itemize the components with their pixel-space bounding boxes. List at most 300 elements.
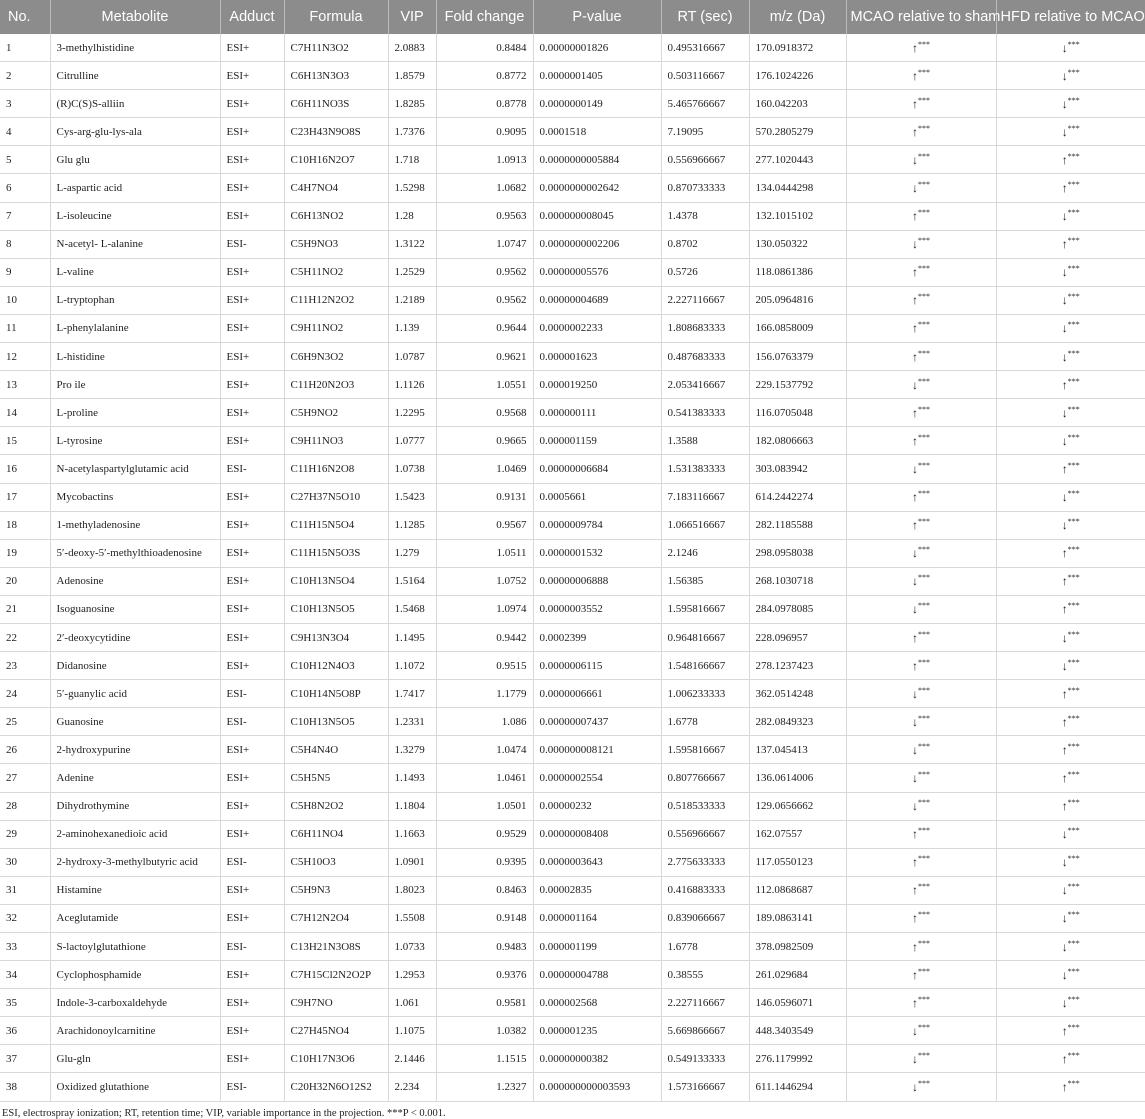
cell-mcao-vs-sham	[846, 876, 996, 904]
table-row	[0, 1017, 1145, 1045]
cell-rt: 1.56385	[661, 567, 749, 595]
cell-vip: 1.3279	[388, 736, 436, 764]
direction-arrow: ↑	[1061, 181, 1068, 196]
cell-rt: 0.503116667	[661, 62, 749, 90]
significance-mark: ***	[1067, 545, 1080, 555]
significance-mark: ***	[1067, 685, 1080, 695]
significance-mark: ***	[918, 292, 930, 302]
cell-p-value: 0.0001518	[533, 118, 661, 146]
cell-p-value: 0.00000005576	[533, 258, 661, 286]
cell-fold-change: 0.9644	[436, 314, 533, 342]
cell-p-value: 0.0000009784	[533, 511, 661, 539]
cell-mz: 378.0982509	[749, 933, 846, 961]
cell-hfd-vs-mcao	[996, 904, 1145, 932]
cell-vip: 2.0883	[388, 34, 436, 62]
cell-adduct: ESI+	[220, 34, 284, 62]
significance-mark: ***	[918, 573, 930, 583]
cell-formula: C10H17N3O6	[284, 1045, 388, 1073]
cell-mz: 284.0978085	[749, 595, 846, 623]
cell-rt: 1.573166667	[661, 1073, 749, 1101]
cell-hfd-vs-mcao	[996, 286, 1145, 314]
direction-arrow: ↑	[912, 349, 918, 364]
cell-hfd-vs-mcao	[996, 1073, 1145, 1101]
cell-p-value: 0.00000004689	[533, 286, 661, 314]
cell-no: 5	[0, 146, 50, 174]
cell-mcao-vs-sham	[846, 202, 996, 230]
table-row	[0, 314, 1145, 342]
cell-adduct: ESI+	[220, 118, 284, 146]
cell-metabolite: L-proline	[50, 399, 220, 427]
cell-hfd-vs-mcao	[996, 736, 1145, 764]
cell-mcao-vs-sham	[846, 146, 996, 174]
cell-mz: 228.096957	[749, 623, 846, 651]
cell-no: 27	[0, 764, 50, 792]
cell-hfd-vs-mcao	[996, 483, 1145, 511]
cell-metabolite: Arachidonoylcarnitine	[50, 1017, 220, 1045]
cell-fold-change: 1.1515	[436, 1045, 533, 1073]
cell-vip: 1.1285	[388, 511, 436, 539]
cell-rt: 0.556966667	[661, 146, 749, 174]
cell-formula: C10H13N5O4	[284, 567, 388, 595]
significance-mark: ***	[1067, 769, 1080, 779]
cell-no: 29	[0, 820, 50, 848]
significance-mark: ***	[918, 404, 930, 414]
cell-rt: 1.548166667	[661, 652, 749, 680]
direction-arrow: ↓	[1061, 827, 1068, 842]
cell-mz: 298.0958038	[749, 539, 846, 567]
cell-p-value: 0.0000006661	[533, 680, 661, 708]
cell-adduct: ESI+	[220, 1045, 284, 1073]
cell-rt: 7.183116667	[661, 483, 749, 511]
cell-mz: 570.2805279	[749, 118, 846, 146]
cell-metabolite: Cys-arg-glu-lys-ala	[50, 118, 220, 146]
cell-mz: 170.0918372	[749, 34, 846, 62]
table-row	[0, 118, 1145, 146]
direction-arrow: ↑	[912, 293, 918, 308]
cell-rt: 0.518533333	[661, 792, 749, 820]
cell-mcao-vs-sham	[846, 933, 996, 961]
cell-formula: C27H45NO4	[284, 1017, 388, 1045]
cell-rt: 0.416883333	[661, 876, 749, 904]
significance-mark: ***	[1067, 966, 1080, 976]
cell-metabolite: L-tyrosine	[50, 427, 220, 455]
cell-vip: 1.7376	[388, 118, 436, 146]
significance-mark: ***	[918, 741, 930, 751]
direction-arrow: ↓	[1061, 967, 1068, 982]
direction-arrow: ↓	[1061, 995, 1068, 1010]
cell-metabolite: Cyclophosphamide	[50, 961, 220, 989]
cell-vip: 1.8285	[388, 90, 436, 118]
cell-p-value: 0.0000000149	[533, 90, 661, 118]
cell-rt: 1.4378	[661, 202, 749, 230]
cell-formula: C5H4N4O	[284, 736, 388, 764]
cell-metabolite: Aceglutamide	[50, 904, 220, 932]
cell-formula: C23H43N9O8S	[284, 118, 388, 146]
cell-hfd-vs-mcao	[996, 258, 1145, 286]
cell-formula: C6H13N3O3	[284, 62, 388, 90]
cell-no: 24	[0, 680, 50, 708]
cell-fold-change: 0.9621	[436, 343, 533, 371]
cell-metabolite: L-valine	[50, 258, 220, 286]
cell-metabolite: L-aspartic acid	[50, 174, 220, 202]
cell-no: 18	[0, 511, 50, 539]
table-row	[0, 820, 1145, 848]
cell-metabolite: N-acetyl- L-alanine	[50, 230, 220, 258]
cell-rt: 5.669866667	[661, 1017, 749, 1045]
header-rt: RT (sec)	[661, 0, 749, 34]
header-hfd-vs-mcao: HFD relative to MCAO	[996, 0, 1145, 34]
cell-rt: 2.1246	[661, 539, 749, 567]
significance-mark: ***	[918, 67, 930, 77]
significance-mark: ***	[1067, 517, 1080, 527]
cell-formula: C5H5N5	[284, 764, 388, 792]
cell-fold-change: 1.0747	[436, 230, 533, 258]
cell-adduct: ESI-	[220, 848, 284, 876]
cell-no: 12	[0, 343, 50, 371]
table-row	[0, 258, 1145, 286]
significance-mark: ***	[918, 910, 930, 920]
cell-metabolite: L-phenylalanine	[50, 314, 220, 342]
cell-p-value: 0.0002399	[533, 623, 661, 651]
cell-metabolite: L-isoleucine	[50, 202, 220, 230]
direction-arrow: ↓	[1061, 939, 1068, 954]
direction-arrow: ↑	[1061, 1023, 1068, 1038]
cell-mcao-vs-sham	[846, 736, 996, 764]
table-row	[0, 904, 1145, 932]
cell-formula: C6H9N3O2	[284, 343, 388, 371]
cell-no: 14	[0, 399, 50, 427]
cell-adduct: ESI-	[220, 1073, 284, 1101]
cell-no: 30	[0, 848, 50, 876]
cell-mcao-vs-sham	[846, 427, 996, 455]
cell-rt: 0.807766667	[661, 764, 749, 792]
cell-p-value: 0.0000000002642	[533, 174, 661, 202]
cell-adduct: ESI+	[220, 792, 284, 820]
cell-formula: C10H14N5O8P	[284, 680, 388, 708]
significance-mark: ***	[1067, 1022, 1080, 1032]
cell-hfd-vs-mcao	[996, 511, 1145, 539]
cell-adduct: ESI+	[220, 1017, 284, 1045]
cell-adduct: ESI+	[220, 286, 284, 314]
cell-formula: C5H9NO2	[284, 399, 388, 427]
cell-hfd-vs-mcao	[996, 90, 1145, 118]
cell-metabolite: Glu glu	[50, 146, 220, 174]
significance-mark: ***	[1067, 236, 1080, 246]
cell-adduct: ESI-	[220, 230, 284, 258]
significance-mark: ***	[1067, 826, 1080, 836]
table-row	[0, 961, 1145, 989]
cell-vip: 1.1126	[388, 371, 436, 399]
cell-fold-change: 1.0551	[436, 371, 533, 399]
cell-p-value: 0.0000002233	[533, 314, 661, 342]
cell-metabolite: 5′-guanylic acid	[50, 680, 220, 708]
table-row	[0, 174, 1145, 202]
cell-mcao-vs-sham	[846, 399, 996, 427]
direction-arrow: ↓	[912, 1080, 918, 1095]
cell-hfd-vs-mcao	[996, 202, 1145, 230]
cell-mcao-vs-sham	[846, 1017, 996, 1045]
cell-rt: 1.006233333	[661, 680, 749, 708]
direction-arrow: ↓	[1061, 490, 1068, 505]
significance-mark: ***	[918, 1079, 930, 1089]
cell-formula: C11H16N2O8	[284, 455, 388, 483]
cell-mz: 136.0614006	[749, 764, 846, 792]
cell-no: 23	[0, 652, 50, 680]
significance-mark: ***	[1067, 208, 1080, 218]
cell-fold-change: 0.8778	[436, 90, 533, 118]
cell-fold-change: 0.9483	[436, 933, 533, 961]
direction-arrow: ↑	[912, 96, 918, 111]
header-mcao-vs-sham: MCAO relative to sham	[846, 0, 996, 34]
cell-hfd-vs-mcao	[996, 314, 1145, 342]
cell-hfd-vs-mcao	[996, 792, 1145, 820]
direction-arrow: ↑	[1061, 461, 1068, 476]
cell-hfd-vs-mcao	[996, 455, 1145, 483]
direction-arrow: ↑	[912, 68, 918, 83]
cell-adduct: ESI+	[220, 904, 284, 932]
direction-arrow: ↓	[1061, 855, 1068, 870]
cell-mz: 614.2442274	[749, 483, 846, 511]
cell-mcao-vs-sham	[846, 567, 996, 595]
cell-fold-change: 0.9581	[436, 989, 533, 1017]
cell-vip: 1.0738	[388, 455, 436, 483]
cell-fold-change: 0.8484	[436, 34, 533, 62]
cell-vip: 1.5423	[388, 483, 436, 511]
cell-p-value: 0.00000232	[533, 792, 661, 820]
cell-fold-change: 0.9395	[436, 848, 533, 876]
cell-metabolite: S-lactoylglutathione	[50, 933, 220, 961]
cell-mcao-vs-sham	[846, 483, 996, 511]
direction-arrow: ↓	[1061, 658, 1068, 673]
direction-arrow: ↓	[1061, 518, 1068, 533]
direction-arrow: ↓	[912, 574, 918, 589]
cell-mz: 162.07557	[749, 820, 846, 848]
significance-mark: ***	[1067, 741, 1080, 751]
direction-arrow: ↑	[1061, 714, 1068, 729]
cell-formula: C9H11NO3	[284, 427, 388, 455]
direction-arrow: ↓	[912, 602, 918, 617]
cell-p-value: 0.00002835	[533, 876, 661, 904]
significance-mark: ***	[918, 798, 930, 808]
cell-mcao-vs-sham	[846, 371, 996, 399]
cell-metabolite: Guanosine	[50, 708, 220, 736]
cell-hfd-vs-mcao	[996, 146, 1145, 174]
cell-mz: 112.0868687	[749, 876, 846, 904]
table-row	[0, 933, 1145, 961]
direction-arrow: ↓	[1061, 405, 1068, 420]
cell-fold-change: 1.2327	[436, 1073, 533, 1101]
direction-arrow: ↑	[912, 855, 918, 870]
cell-mz: 117.0550123	[749, 848, 846, 876]
cell-p-value: 0.000001164	[533, 904, 661, 932]
cell-fold-change: 0.8772	[436, 62, 533, 90]
cell-adduct: ESI-	[220, 455, 284, 483]
cell-no: 22	[0, 623, 50, 651]
significance-mark: ***	[1067, 292, 1080, 302]
direction-arrow: ↑	[912, 658, 918, 673]
cell-p-value: 0.000001235	[533, 1017, 661, 1045]
significance-mark: ***	[1067, 151, 1080, 161]
significance-mark: ***	[918, 545, 930, 555]
cell-mz: 182.0806663	[749, 427, 846, 455]
significance-mark: ***	[1067, 404, 1080, 414]
cell-no: 20	[0, 567, 50, 595]
cell-hfd-vs-mcao	[996, 118, 1145, 146]
direction-arrow: ↑	[1061, 742, 1068, 757]
table-row	[0, 343, 1145, 371]
significance-mark: ***	[918, 208, 930, 218]
direction-arrow: ↓	[912, 742, 918, 757]
cell-formula: C10H13N5O5	[284, 595, 388, 623]
direction-arrow: ↓	[1061, 68, 1068, 83]
cell-vip: 1.139	[388, 314, 436, 342]
cell-adduct: ESI+	[220, 511, 284, 539]
significance-mark: ***	[1067, 376, 1080, 386]
cell-formula: C5H8N2O2	[284, 792, 388, 820]
cell-hfd-vs-mcao	[996, 174, 1145, 202]
cell-vip: 1.5468	[388, 595, 436, 623]
cell-p-value: 0.000000000003593	[533, 1073, 661, 1101]
table-row	[0, 989, 1145, 1017]
cell-formula: C27H37N5O10	[284, 483, 388, 511]
cell-adduct: ESI+	[220, 174, 284, 202]
cell-metabolite: Didanosine	[50, 652, 220, 680]
significance-mark: ***	[1067, 994, 1080, 1004]
cell-formula: C6H11NO4	[284, 820, 388, 848]
cell-fold-change: 1.0752	[436, 567, 533, 595]
cell-no: 38	[0, 1073, 50, 1101]
cell-mcao-vs-sham	[846, 652, 996, 680]
cell-fold-change: 1.0461	[436, 764, 533, 792]
cell-fold-change: 1.0382	[436, 1017, 533, 1045]
table-row	[0, 455, 1145, 483]
table-row	[0, 1073, 1145, 1101]
cell-formula: C9H7NO	[284, 989, 388, 1017]
cell-vip: 1.061	[388, 989, 436, 1017]
cell-formula: C20H32N6O12S2	[284, 1073, 388, 1101]
cell-no: 11	[0, 314, 50, 342]
cell-rt: 0.487683333	[661, 343, 749, 371]
cell-rt: 1.3588	[661, 427, 749, 455]
cell-mcao-vs-sham	[846, 455, 996, 483]
cell-metabolite: Isoguanosine	[50, 595, 220, 623]
cell-hfd-vs-mcao	[996, 427, 1145, 455]
cell-p-value: 0.0000001405	[533, 62, 661, 90]
significance-mark: ***	[918, 994, 930, 1004]
cell-fold-change: 0.9562	[436, 258, 533, 286]
cell-vip: 1.2295	[388, 399, 436, 427]
table-row	[0, 652, 1145, 680]
cell-adduct: ESI+	[220, 567, 284, 595]
cell-hfd-vs-mcao	[996, 989, 1145, 1017]
direction-arrow: ↓	[912, 377, 918, 392]
significance-mark: ***	[918, 882, 930, 892]
cell-metabolite: Mycobactins	[50, 483, 220, 511]
cell-adduct: ESI+	[220, 764, 284, 792]
significance-mark: ***	[1067, 432, 1080, 442]
cell-p-value: 0.000002568	[533, 989, 661, 1017]
cell-rt: 0.38555	[661, 961, 749, 989]
cell-mz: 146.0596071	[749, 989, 846, 1017]
cell-mcao-vs-sham	[846, 511, 996, 539]
table-row	[0, 511, 1145, 539]
direction-arrow: ↑	[1061, 377, 1068, 392]
cell-p-value: 0.000019250	[533, 371, 661, 399]
cell-vip: 1.7417	[388, 680, 436, 708]
cell-fold-change: 0.9562	[436, 286, 533, 314]
cell-no: 16	[0, 455, 50, 483]
cell-p-value: 0.0000006115	[533, 652, 661, 680]
direction-arrow: ↓	[912, 237, 918, 252]
cell-fold-change: 0.9148	[436, 904, 533, 932]
cell-mz: 277.1020443	[749, 146, 846, 174]
cell-vip: 1.8023	[388, 876, 436, 904]
cell-mz: 278.1237423	[749, 652, 846, 680]
direction-arrow: ↓	[912, 1023, 918, 1038]
header-vip: VIP	[388, 0, 436, 34]
direction-arrow: ↑	[1061, 686, 1068, 701]
cell-mz: 166.0858009	[749, 314, 846, 342]
cell-rt: 0.870733333	[661, 174, 749, 202]
cell-hfd-vs-mcao	[996, 399, 1145, 427]
cell-no: 1	[0, 34, 50, 62]
significance-mark: ***	[1067, 67, 1080, 77]
cell-rt: 0.556966667	[661, 820, 749, 848]
cell-vip: 1.2953	[388, 961, 436, 989]
cell-adduct: ESI-	[220, 933, 284, 961]
significance-mark: ***	[1067, 180, 1080, 190]
cell-vip: 1.1493	[388, 764, 436, 792]
cell-hfd-vs-mcao	[996, 961, 1145, 989]
cell-formula: C5H10O3	[284, 848, 388, 876]
table-row	[0, 736, 1145, 764]
table-row	[0, 708, 1145, 736]
cell-no: 7	[0, 202, 50, 230]
significance-mark: ***	[1067, 460, 1080, 470]
cell-hfd-vs-mcao	[996, 34, 1145, 62]
cell-formula: C11H12N2O2	[284, 286, 388, 314]
cell-no: 3	[0, 90, 50, 118]
cell-no: 32	[0, 904, 50, 932]
cell-p-value: 0.00000008408	[533, 820, 661, 848]
cell-mcao-vs-sham	[846, 820, 996, 848]
significance-mark: ***	[918, 460, 930, 470]
cell-mz: 611.1446294	[749, 1073, 846, 1101]
cell-p-value: 0.0000003552	[533, 595, 661, 623]
cell-p-value: 0.00000006684	[533, 455, 661, 483]
direction-arrow: ↑	[912, 321, 918, 336]
cell-rt: 1.6778	[661, 708, 749, 736]
cell-formula: C11H15N5O4	[284, 511, 388, 539]
significance-mark: ***	[1067, 629, 1080, 639]
significance-mark: ***	[918, 826, 930, 836]
cell-formula: C5H9N3	[284, 876, 388, 904]
cell-mz: 137.045413	[749, 736, 846, 764]
cell-mcao-vs-sham	[846, 286, 996, 314]
direction-arrow: ↑	[912, 209, 918, 224]
direction-arrow: ↓	[1061, 96, 1068, 111]
table-footnote: ESI, electrospray ionization; RT, retention time; VIP, variable importance in the projection. ***P < 0.001.	[2, 1107, 446, 1119]
cell-mz: 261.029684	[749, 961, 846, 989]
cell-vip: 1.5298	[388, 174, 436, 202]
cell-metabolite: 5′-deoxy-5′-methylthioadenosine	[50, 539, 220, 567]
cell-rt: 0.8702	[661, 230, 749, 258]
direction-arrow: ↓	[1061, 349, 1068, 364]
significance-mark: ***	[918, 713, 930, 723]
cell-mcao-vs-sham	[846, 258, 996, 286]
direction-arrow: ↓	[1061, 321, 1068, 336]
significance-mark: ***	[1067, 1050, 1080, 1060]
